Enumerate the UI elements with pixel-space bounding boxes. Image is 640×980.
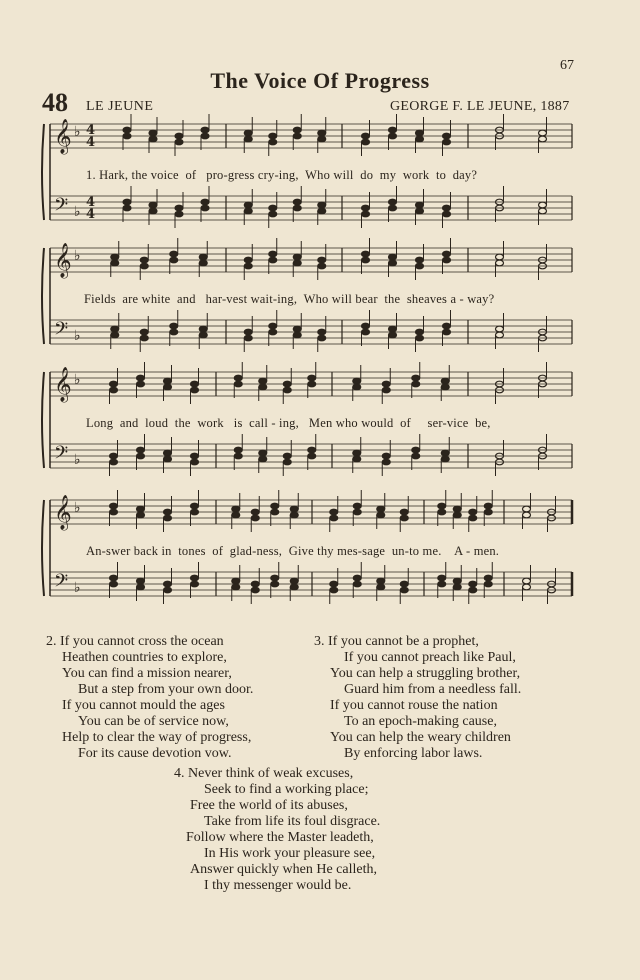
verse-line: To an epoch-making cause,	[344, 714, 497, 729]
note-head	[137, 512, 145, 518]
verse-line: You can find a mission nearer,	[62, 666, 232, 681]
note-head	[111, 254, 119, 260]
note-head	[201, 205, 209, 211]
note-head	[443, 323, 451, 329]
note-head	[290, 584, 298, 590]
note-head	[353, 581, 361, 587]
note-head	[234, 447, 242, 453]
verse-line: I thy messenger would be.	[204, 878, 352, 893]
note-head	[110, 453, 118, 459]
bass-clef: 𝄢	[54, 319, 69, 344]
note-head	[259, 378, 267, 384]
note-head	[111, 326, 119, 332]
note-head	[523, 584, 531, 590]
note-head	[269, 205, 277, 211]
note-head	[244, 130, 252, 136]
note-head	[110, 381, 118, 387]
note-head	[318, 208, 326, 214]
note-head	[123, 133, 131, 139]
note-head	[400, 515, 408, 521]
note-head	[164, 587, 172, 593]
verse-line: Seek to find a working place;	[204, 782, 369, 797]
note-head	[293, 332, 301, 338]
note-head	[389, 199, 397, 205]
note-head	[438, 581, 446, 587]
note-head	[149, 130, 157, 136]
note-head	[443, 257, 451, 263]
note-head	[308, 375, 316, 381]
note-head	[110, 575, 118, 581]
note-head	[382, 459, 390, 465]
note-head	[164, 515, 172, 521]
note-head	[353, 503, 361, 509]
note-head	[389, 260, 397, 266]
note-head	[111, 332, 119, 338]
note-head	[199, 254, 207, 260]
note-head	[149, 136, 157, 142]
bass-clef: 𝄢	[54, 195, 69, 220]
note-head	[140, 329, 148, 335]
note-head	[137, 381, 145, 387]
note-head	[164, 378, 172, 384]
note-head	[191, 503, 199, 509]
note-head	[191, 387, 199, 393]
treble-clef: 𝄞	[54, 367, 72, 402]
note-head	[149, 208, 157, 214]
verse-line: Follow where the Master leadeth,	[186, 830, 374, 845]
note-head	[234, 375, 242, 381]
bass-clef: 𝄢	[54, 571, 69, 596]
verse-line: Guard him from a needless fall.	[344, 682, 522, 697]
note-head	[496, 326, 504, 332]
note-head	[377, 512, 385, 518]
note-head	[308, 453, 316, 459]
note-head	[441, 456, 449, 462]
note-head	[416, 202, 424, 208]
note-head	[137, 453, 145, 459]
note-head	[441, 384, 449, 390]
tune-name: LE JEUNE	[86, 99, 154, 114]
note-head	[140, 257, 148, 263]
system-brace	[42, 248, 44, 344]
lyric-line-1: 1. Hark, the voice of pro-gress cry-ing, Who will do my work to day?	[86, 168, 478, 182]
note-head	[362, 251, 370, 257]
bass-clef: 𝄢	[54, 443, 69, 468]
note-head	[362, 205, 370, 211]
note-head	[199, 332, 207, 338]
note-head	[259, 456, 267, 462]
flat-key-signature: ♭	[74, 204, 81, 220]
note-head	[382, 387, 390, 393]
note-head	[244, 263, 252, 269]
note-head	[232, 578, 240, 584]
note-head	[293, 127, 301, 133]
note-head	[269, 251, 277, 257]
note-head	[318, 130, 326, 136]
verse-line: Free the world of its abuses,	[190, 798, 348, 813]
flat-key-signature: ♭	[74, 372, 81, 388]
note-head	[416, 136, 424, 142]
note-head	[164, 450, 172, 456]
note-head	[453, 512, 461, 518]
note-head	[438, 509, 446, 515]
note-head	[353, 509, 361, 515]
note-head	[293, 260, 301, 266]
note-head	[453, 584, 461, 590]
note-head	[234, 453, 242, 459]
note-head	[283, 387, 291, 393]
note-head	[362, 211, 370, 217]
note-head	[269, 257, 277, 263]
note-head	[175, 133, 183, 139]
treble-clef: 𝄞	[54, 495, 72, 530]
verse-line: Help to clear the way of progress,	[62, 730, 252, 745]
note-head	[149, 202, 157, 208]
note-head	[191, 459, 199, 465]
note-head	[170, 251, 178, 257]
note-head	[110, 581, 118, 587]
note-head	[318, 257, 326, 263]
note-head	[496, 254, 504, 260]
note-head	[175, 139, 183, 145]
note-head	[269, 323, 277, 329]
note-head	[201, 199, 209, 205]
flat-key-signature: ♭	[74, 328, 81, 344]
note-head	[318, 202, 326, 208]
note-head	[293, 199, 301, 205]
note-head	[269, 133, 277, 139]
lyric-line-3: Long and loud the work is call - ing, Men who would of ser-vice be,	[86, 416, 491, 430]
note-head	[416, 208, 424, 214]
note-head	[400, 581, 408, 587]
note-head	[308, 381, 316, 387]
system-brace	[42, 500, 44, 596]
note-head	[283, 453, 291, 459]
note-head	[137, 375, 145, 381]
note-head	[389, 326, 397, 332]
note-head	[164, 384, 172, 390]
note-head	[438, 575, 446, 581]
verse-3	[314, 634, 521, 762]
note-head	[283, 459, 291, 465]
note-head	[389, 254, 397, 260]
verse-line: But a step from your own door.	[78, 682, 254, 697]
note-head	[191, 381, 199, 387]
note-head	[389, 205, 397, 211]
note-head	[353, 450, 361, 456]
note-head	[137, 578, 145, 584]
note-head	[290, 512, 298, 518]
note-head	[443, 329, 451, 335]
note-head	[353, 378, 361, 384]
note-head	[271, 503, 279, 509]
note-head	[400, 587, 408, 593]
note-head	[416, 335, 424, 341]
note-head	[362, 257, 370, 263]
verse-line: Heathen countries to explore,	[62, 650, 227, 665]
verse-line: Take from life its foul disgrace.	[204, 814, 381, 829]
note-head	[362, 139, 370, 145]
verse-line: You can be of service now,	[78, 714, 229, 729]
verse-line: For its cause devotion vow.	[78, 746, 232, 761]
note-head	[175, 211, 183, 217]
note-head	[269, 139, 277, 145]
note-head	[382, 381, 390, 387]
note-head	[140, 263, 148, 269]
page-number: 67	[560, 58, 574, 73]
note-head	[201, 127, 209, 133]
note-head	[412, 381, 420, 387]
verse-line: In His work your pleasure see,	[204, 846, 376, 861]
note-head	[199, 326, 207, 332]
note-head	[191, 575, 199, 581]
note-head	[416, 257, 424, 263]
note-head	[484, 509, 492, 515]
note-head	[443, 205, 451, 211]
note-head	[330, 515, 338, 521]
hymn-title: The Voice Of Progress	[210, 68, 430, 93]
verse-line: If you cannot mould the ages	[62, 698, 225, 713]
note-head	[496, 260, 504, 266]
note-head	[412, 375, 420, 381]
note-head	[362, 133, 370, 139]
verse-line: Answer quickly when He calleth,	[190, 862, 377, 877]
note-head	[232, 506, 240, 512]
hymn-number: 48	[42, 88, 68, 117]
note-head	[469, 509, 477, 515]
note-head	[251, 509, 259, 515]
note-head	[330, 581, 338, 587]
note-head	[283, 381, 291, 387]
note-head	[496, 332, 504, 338]
note-head	[170, 257, 178, 263]
note-head	[443, 139, 451, 145]
lyric-line-4: An-swer back in tones of glad-ness, Give thy mes-sage un-to me. A - men.	[86, 544, 500, 558]
note-head	[123, 205, 131, 211]
note-head	[164, 581, 172, 587]
note-head	[353, 575, 361, 581]
note-head	[259, 384, 267, 390]
note-head	[484, 575, 492, 581]
note-head	[318, 329, 326, 335]
note-head	[259, 450, 267, 456]
note-head	[170, 323, 178, 329]
verse-2	[46, 634, 253, 762]
note-head	[244, 335, 252, 341]
verse-line: 3. If you cannot be a prophet,	[314, 634, 479, 649]
note-head	[453, 578, 461, 584]
note-head	[353, 384, 361, 390]
system-brace	[42, 124, 44, 220]
note-head	[441, 450, 449, 456]
note-head	[416, 329, 424, 335]
note-head	[539, 208, 547, 214]
note-head	[244, 136, 252, 142]
note-head	[251, 581, 259, 587]
lyric-line-2: Fields are white and har-vest wait-ing, Who will bear the sheaves a - way?	[84, 292, 495, 306]
note-head	[244, 257, 252, 263]
note-head	[271, 509, 279, 515]
verse-line: 4. Never think of weak excuses,	[174, 766, 354, 781]
note-head	[308, 447, 316, 453]
note-head	[269, 329, 277, 335]
note-head	[484, 503, 492, 509]
note-head	[164, 509, 172, 515]
note-head	[443, 251, 451, 257]
time-signature: 4	[86, 123, 96, 138]
note-head	[110, 387, 118, 393]
note-head	[484, 581, 492, 587]
note-head	[293, 254, 301, 260]
note-head	[438, 503, 446, 509]
note-head	[412, 447, 420, 453]
note-head	[412, 453, 420, 459]
note-head	[123, 199, 131, 205]
time-signature: 4	[86, 135, 96, 150]
note-head	[293, 133, 301, 139]
flat-key-signature: ♭	[74, 580, 81, 596]
note-head	[539, 136, 547, 142]
note-head	[377, 506, 385, 512]
note-head	[269, 211, 277, 217]
note-head	[251, 515, 259, 521]
flat-key-signature: ♭	[74, 500, 81, 516]
flat-key-signature: ♭	[74, 248, 81, 264]
note-head	[389, 133, 397, 139]
note-head	[110, 509, 118, 515]
time-signature: 4	[86, 195, 96, 210]
treble-clef: 𝄞	[54, 119, 72, 154]
note-head	[469, 515, 477, 521]
system-brace	[42, 372, 44, 468]
verse-line: You can help a struggling brother,	[330, 666, 521, 681]
note-head	[191, 581, 199, 587]
note-head	[191, 509, 199, 515]
note-head	[362, 329, 370, 335]
note-head	[353, 456, 361, 462]
note-head	[523, 506, 531, 512]
note-head	[199, 260, 207, 266]
note-head	[539, 130, 547, 136]
note-head	[137, 506, 145, 512]
note-head	[137, 584, 145, 590]
treble-clef: 𝄞	[54, 243, 72, 278]
note-head	[191, 453, 199, 459]
note-head	[170, 329, 178, 335]
note-head	[290, 578, 298, 584]
composer-credit: GEORGE F. LE JEUNE, 1887	[390, 99, 570, 114]
note-head	[232, 512, 240, 518]
note-head	[362, 323, 370, 329]
note-head	[271, 581, 279, 587]
note-head	[111, 260, 119, 266]
note-head	[441, 378, 449, 384]
note-head	[244, 329, 252, 335]
note-head	[123, 127, 131, 133]
note-head	[416, 130, 424, 136]
note-head	[443, 133, 451, 139]
note-head	[469, 587, 477, 593]
note-head	[330, 509, 338, 515]
flat-key-signature: ♭	[74, 452, 81, 468]
note-head	[523, 512, 531, 518]
note-head	[318, 263, 326, 269]
note-head	[251, 587, 259, 593]
note-head	[377, 578, 385, 584]
note-head	[232, 584, 240, 590]
note-head	[469, 581, 477, 587]
note-head	[539, 202, 547, 208]
note-head	[110, 459, 118, 465]
note-head	[175, 205, 183, 211]
verse-line: You can help the weary children	[330, 730, 511, 745]
note-head	[389, 127, 397, 133]
note-head	[234, 381, 242, 387]
note-head	[443, 211, 451, 217]
verse-line: 2. If you cannot cross the ocean	[46, 634, 224, 649]
note-head	[271, 575, 279, 581]
verse-line: If you cannot preach like Paul,	[344, 650, 516, 665]
note-head	[389, 332, 397, 338]
note-head	[318, 335, 326, 341]
note-head	[523, 578, 531, 584]
note-head	[400, 509, 408, 515]
note-head	[318, 136, 326, 142]
note-head	[293, 205, 301, 211]
note-head	[293, 326, 301, 332]
note-head	[330, 587, 338, 593]
note-head	[453, 506, 461, 512]
note-head	[244, 208, 252, 214]
note-head	[377, 584, 385, 590]
note-head	[164, 456, 172, 462]
verse-4	[174, 766, 380, 894]
note-head	[137, 447, 145, 453]
verse-line: If you cannot rouse the nation	[330, 698, 498, 713]
flat-key-signature: ♭	[74, 124, 81, 140]
note-head	[244, 202, 252, 208]
note-head	[416, 263, 424, 269]
note-head	[382, 453, 390, 459]
note-head	[140, 335, 148, 341]
verse-line: By enforcing labor laws.	[344, 746, 483, 761]
note-head	[110, 503, 118, 509]
note-head	[201, 133, 209, 139]
note-head	[290, 506, 298, 512]
time-signature: 4	[86, 207, 96, 222]
